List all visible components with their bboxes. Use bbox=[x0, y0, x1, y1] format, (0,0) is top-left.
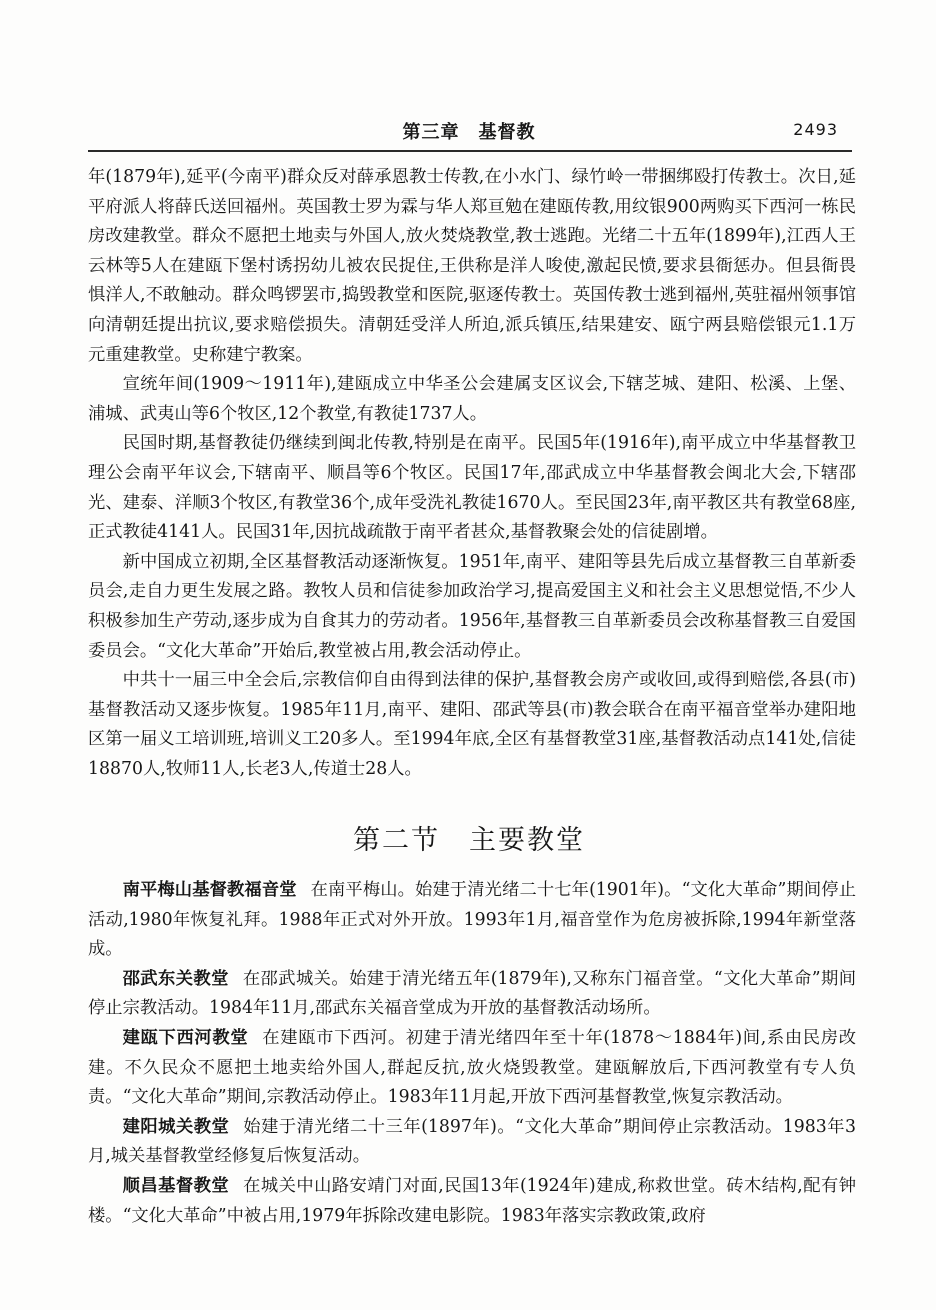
running-header bbox=[88, 116, 850, 146]
entry-jianou-xiaxihe bbox=[88, 1024, 856, 1113]
chapter-body-text bbox=[88, 163, 856, 784]
entry-text: 在城关中山路安靖门对面,民国13年(1924年)建成,称救世堂。砖木结构,配有钟楼。“文化大革命”中被占用,1979年拆除改建电影院。1983年落实宗教政策,政府 bbox=[88, 1175, 856, 1226]
paragraph-1: 年(1879年),延平(今南平)群众反对薛承恩教士传教,在小水门、绿竹岭一带捆绑殴打传教士。次日,延平府派人将薛氏送回福州。英国教士罗为霖与华人郑亘勉在建瓯传教,用纹银900两购买下西河一栋民房改建教堂。群众不愿把土地卖与外国人,放火焚烧教堂,教士逃跑。光绪二十五年(1899年),江西人王云林等5人在建瓯下堡村诱拐幼儿被农民捉住,王供称是洋人唆使,激起民愤,要求县衙惩办。但县衙畏惧洋人,不敢触动。群众鸣锣罢市,捣毁教堂和医院,驱逐传教士。英国传教士逃到福州,英驻福州领事馆向清朝廷提出抗议,要求赔偿损失。清朝廷受洋人所迫,派兵镇压,结果建安、瓯宁两县赔偿银元1.1万元重建教堂。史称建宁教案。 bbox=[88, 167, 856, 365]
entries-body-text bbox=[88, 876, 856, 1231]
entry-text: 始建于清光绪二十三年(1897年)。“文化大革命”期间停止宗教活动。1983年3月,城关基督教堂经修复后恢复活动。 bbox=[88, 1116, 856, 1167]
paragraph-3: 民国时期,基督教徒仍继续到闽北传教,特别是在南平。民国5年(1916年),南平成立中华基督教卫理公会南平年议会,下辖南平、顺昌等6个牧区。民国17年,邵武成立中华基督教会闽北大会,下辖邵光、建泰、洋顺3个牧区,有教堂36个,成年受洗礼教徒1670人。至民国23年,南平教区共有教堂68座,正式教徒4141人。民国31年,因抗战疏散于南平者甚众,基督教聚会处的信徒剧增。 bbox=[88, 433, 856, 543]
header-rule bbox=[88, 150, 852, 152]
section-heading: 第二节 主要教堂 bbox=[353, 825, 585, 856]
paragraph-5: 中共十一届三中全会后,宗教信仰自由得到法律的保护,基督教会房产或收回,或得到赔偿,各县(市)基督教活动又逐步恢复。1985年11月,南平、建阳、邵武等县(市)教会联合在南平福音堂举办建阳地区第一届义工培训班,培训义工20多人。至1994年底,全区有基督教堂31座,基督教活动点141处,信徒18870人,牧师11人,长老3人,传道士28人。 bbox=[88, 670, 856, 779]
entry-title: 邵武东关教堂 bbox=[122, 968, 229, 989]
paragraph-2: 宣统年间(1909～1911年),建瓯成立中华圣公会建属支区议会,下辖芝城、建阳、松溪、上堡、浦城、武夷山等6个牧区,12个教堂,有教徒1737人。 bbox=[88, 374, 856, 424]
entry-shunchang bbox=[88, 1172, 856, 1231]
entry-jianyang-chengguan bbox=[88, 1113, 856, 1172]
entry-title: 建阳城关教堂 bbox=[122, 1116, 230, 1137]
chapter-title: 第三章 基督教 bbox=[402, 122, 536, 143]
paragraph-4: 新中国成立初期,全区基督教活动逐渐恢复。1951年,南平、建阳等县先后成立基督教三自革新委员会,走自力更生发展之路。教牧人员和信徒参加政治学习,提高爱国主义和社会主义思想觉悟,不少人积极参加生产劳动,逐步成为自食其力的劳动者。1956年,基督教三自革新委员会改称基督教三自爱国委员会。“文化大革命”开始后,教堂被占用,教会活动停止。 bbox=[88, 551, 856, 661]
entry-text: 在建瓯市下西河。初建于清光绪四年至十年(1878～1884年)间,系由民房改建。不久民众不愿把土地卖给外国人,群起反抗,放火烧毁教堂。建瓯解放后,下西河教堂有专人负责。“文化大革命”期间,宗教活动停止。1983年11月起,开放下西河基督教堂,恢复宗教活动。 bbox=[88, 1027, 856, 1108]
entry-title: 顺昌基督教堂 bbox=[122, 1175, 230, 1196]
entry-text: 在南平梅山。始建于清光绪二十七年(1901年)。“文化大革命”期间停止活动,1980年恢复礼拜。1988年正式对外开放。1993年1月,福音堂作为危房被拆除,1994年新堂落成。 bbox=[88, 880, 856, 960]
entry-title: 建瓯下西河教堂 bbox=[122, 1027, 249, 1048]
entry-title: 南平梅山基督教福音堂 bbox=[122, 880, 297, 900]
entry-text: 在邵武城关。始建于清光绪五年(1879年),又称东门福音堂。“文化大革命”期间停止宗教活动。1984年11月,邵武东关福音堂成为开放的基督教活动场所。 bbox=[88, 968, 856, 1019]
page-number: 2493 bbox=[793, 120, 838, 139]
entry-shaowu-dongguan bbox=[88, 965, 856, 1024]
entry-nanping-meishan bbox=[88, 876, 856, 965]
